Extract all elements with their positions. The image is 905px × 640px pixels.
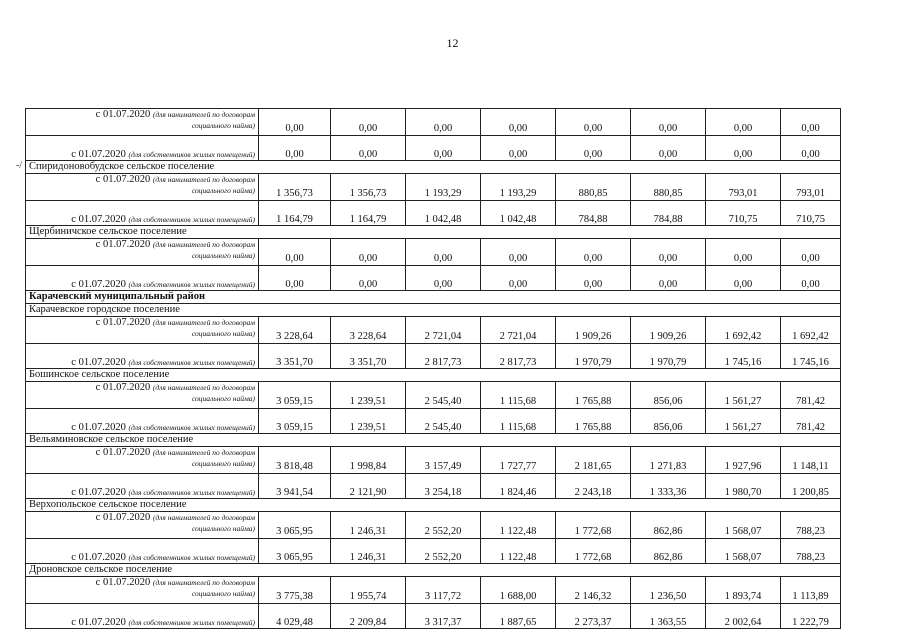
table-cell: 1 772,68: [556, 539, 631, 564]
owners-row: [26, 539, 841, 564]
date-prefix: с 01.07.2020: [71, 357, 126, 368]
owners-label: [26, 136, 259, 161]
table-cell: 781,42: [781, 382, 841, 409]
table-body: [26, 109, 841, 629]
table-cell: 0,00: [781, 109, 841, 136]
settlement-row: [26, 304, 841, 317]
date-prefix: с 01.07.2020: [95, 577, 151, 588]
tenants-label: [26, 382, 259, 409]
table-cell: 0,00: [481, 266, 556, 291]
table-cell: 1 271,83: [631, 447, 706, 474]
date-prefix: с 01.07.2020: [71, 617, 126, 628]
owners-row: [26, 136, 841, 161]
table-cell: 1 688,00: [481, 577, 556, 604]
table-cell: 1 122,48: [481, 512, 556, 539]
owners-label: [26, 474, 259, 499]
table-cell: 880,85: [631, 174, 706, 201]
table-cell: 0,00: [556, 239, 631, 266]
table-cell: 1 164,79: [259, 201, 331, 226]
owners-note: (для собственников жилых помещений): [128, 358, 255, 367]
table-cell: 0,00: [259, 109, 331, 136]
table-cell: 3 157,49: [406, 447, 481, 474]
table-cell: 1 887,65: [481, 604, 556, 629]
tenants-note-cont: социального найма): [191, 121, 255, 130]
table-cell: 1 727,77: [481, 447, 556, 474]
tenants-row: [26, 239, 841, 266]
table-cell: 788,23: [781, 539, 841, 564]
table-cell: 2 817,73: [406, 344, 481, 369]
tenants-note-cont: социального найма): [191, 589, 255, 598]
table-cell: 0,00: [556, 136, 631, 161]
table-cell: 1 824,46: [481, 474, 556, 499]
table-cell: 1 745,16: [706, 344, 781, 369]
table-cell: 2 545,40: [406, 382, 481, 409]
table-cell: 0,00: [706, 136, 781, 161]
table-cell: 1 692,42: [781, 317, 841, 344]
table-cell: 1 561,27: [706, 409, 781, 434]
table-cell: 1 113,89: [781, 577, 841, 604]
tenants-label-line-1: [29, 109, 255, 120]
owners-row: [26, 201, 841, 226]
table-cell: 1 980,70: [706, 474, 781, 499]
table-cell: 0,00: [706, 266, 781, 291]
table-cell: 1 164,79: [331, 201, 406, 226]
table-cell: 1 239,51: [331, 382, 406, 409]
tenants-label-line-1: [29, 382, 255, 393]
table-cell: 0,00: [331, 266, 406, 291]
tenants-label: [26, 239, 259, 266]
table-cell: 856,06: [631, 409, 706, 434]
tenants-row: [26, 109, 841, 136]
settlement-name: Щербиничское сельское поселение: [26, 226, 841, 239]
settlement-name: Вельяминовское сельское поселение: [26, 434, 841, 447]
table-cell: 862,86: [631, 512, 706, 539]
date-prefix: с 01.07.2020: [95, 512, 151, 523]
table-cell: 862,86: [631, 539, 706, 564]
table-cell: 0,00: [331, 109, 406, 136]
table-cell: 3 351,70: [259, 344, 331, 369]
table-cell: 3 059,15: [259, 409, 331, 434]
district-name: Карачевский муниципальный район: [26, 291, 841, 304]
tenants-note: (для нанимателей по договорам: [152, 448, 255, 457]
tenants-note: (для нанимателей по договорам: [152, 578, 255, 587]
owners-label: [26, 409, 259, 434]
table-cell: 710,75: [706, 201, 781, 226]
settlement-name: Верхопольское сельское поселение: [26, 499, 841, 512]
table-cell: 784,88: [631, 201, 706, 226]
table-cell: 0,00: [406, 136, 481, 161]
table-cell: 1 042,48: [481, 201, 556, 226]
tenants-label: [26, 512, 259, 539]
date-prefix: с 01.07.2020: [95, 317, 151, 328]
table-cell: 0,00: [259, 136, 331, 161]
owners-note: (для собственников жилых помещений): [128, 280, 255, 289]
date-prefix: с 01.07.2020: [71, 487, 126, 498]
table-cell: 1 246,31: [331, 539, 406, 564]
tenants-note: (для нанимателей по договорам: [152, 513, 255, 522]
table-cell: 1 333,36: [631, 474, 706, 499]
tenants-label-line-1: [29, 174, 255, 185]
tenants-label: [26, 174, 259, 201]
tenants-note-cont: социального найма): [191, 394, 255, 403]
tenants-label: [26, 577, 259, 604]
page-number: 12: [446, 36, 459, 50]
table-cell: 1 239,51: [331, 409, 406, 434]
tenants-row: [26, 577, 841, 604]
owners-note: (для собственников жилых помещений): [128, 150, 255, 159]
settlement-name: Спиридоновобудское сельское поселение: [26, 161, 841, 174]
district-row: [26, 291, 841, 304]
table-cell: 1 236,50: [631, 577, 706, 604]
table-cell: 3 941,54: [259, 474, 331, 499]
table-cell: 3 775,38: [259, 577, 331, 604]
owners-label: [26, 539, 259, 564]
tenants-label-line-1: [29, 577, 255, 588]
table-cell: 1 568,07: [706, 539, 781, 564]
table-cell: 0,00: [406, 239, 481, 266]
owners-note: (для собственников жилых помещений): [128, 618, 255, 627]
table-cell: 856,06: [631, 382, 706, 409]
table-cell: 2 209,84: [331, 604, 406, 629]
table-cell: 0,00: [706, 109, 781, 136]
table-cell: 3 228,64: [331, 317, 406, 344]
table-cell: 0,00: [631, 266, 706, 291]
date-prefix: с 01.07.2020: [95, 382, 151, 393]
table-cell: 1 955,74: [331, 577, 406, 604]
table-cell: 2 552,20: [406, 512, 481, 539]
table-cell: 2 721,04: [481, 317, 556, 344]
table-cell: 2 002,64: [706, 604, 781, 629]
tenants-row: [26, 447, 841, 474]
table-cell: 1 356,73: [331, 174, 406, 201]
tenants-row: [26, 512, 841, 539]
table-cell: 3 351,70: [331, 344, 406, 369]
table-cell: 1 765,88: [556, 409, 631, 434]
table-cell: 3 059,15: [259, 382, 331, 409]
tenants-label: [26, 109, 259, 136]
table-cell: 1 772,68: [556, 512, 631, 539]
table-cell: 781,42: [781, 409, 841, 434]
table-cell: 2 121,90: [331, 474, 406, 499]
date-prefix: с 01.07.2020: [95, 109, 151, 120]
date-prefix: с 01.07.2020: [71, 422, 126, 433]
date-prefix: с 01.07.2020: [95, 239, 151, 250]
tenants-note-cont: социального найма): [191, 524, 255, 533]
owners-note: (для собственников жилых помещений): [128, 488, 255, 497]
table-cell: 2 181,65: [556, 447, 631, 474]
owners-row: [26, 604, 841, 629]
table-cell: 0,00: [481, 109, 556, 136]
table-cell: 1 765,88: [556, 382, 631, 409]
table-cell: 2 146,32: [556, 577, 631, 604]
tenants-note-cont: социального найма): [191, 186, 255, 195]
date-prefix: с 01.07.2020: [71, 214, 126, 225]
table-cell: 1 115,68: [481, 409, 556, 434]
table-cell: 0,00: [481, 239, 556, 266]
table-cell: 1 122,48: [481, 539, 556, 564]
owners-row: [26, 344, 841, 369]
owners-row: [26, 266, 841, 291]
owners-note: (для собственников жилых помещений): [128, 553, 255, 562]
table-cell: 1 893,74: [706, 577, 781, 604]
tenants-label-line-1: [29, 239, 255, 250]
table-cell: 1 568,07: [706, 512, 781, 539]
table-cell: 1 356,73: [259, 174, 331, 201]
table-cell: 1 909,26: [556, 317, 631, 344]
table-cell: 0,00: [259, 266, 331, 291]
tenants-note: (для нанимателей по договорам: [152, 383, 255, 392]
table-cell: 3 065,95: [259, 512, 331, 539]
tenants-note-cont: социального найма): [191, 329, 255, 338]
table-cell: 1 222,79: [781, 604, 841, 629]
table-cell: 793,01: [781, 174, 841, 201]
tenants-label: [26, 317, 259, 344]
table-cell: 1 745,16: [781, 344, 841, 369]
table-cell: 0,00: [781, 266, 841, 291]
tenants-label: [26, 447, 259, 474]
table-cell: 1 200,85: [781, 474, 841, 499]
settlement-row: [26, 564, 841, 577]
settlement-row: [26, 499, 841, 512]
settlement-name: Бошинское сельское поселение: [26, 369, 841, 382]
settlement-name: Дроновское сельское поселение: [26, 564, 841, 577]
tenants-note: (для нанимателей по договорам: [152, 318, 255, 327]
table-cell: 793,01: [706, 174, 781, 201]
table-cell: 2 243,18: [556, 474, 631, 499]
tenants-row: [26, 382, 841, 409]
tenants-note: (для нанимателей по договорам: [152, 240, 255, 249]
table-cell: 3 254,18: [406, 474, 481, 499]
table-cell: 1 246,31: [331, 512, 406, 539]
table-cell: 0,00: [631, 109, 706, 136]
tenants-row: [26, 174, 841, 201]
table-cell: 3 317,37: [406, 604, 481, 629]
table-cell: 2 545,40: [406, 409, 481, 434]
table-cell: 880,85: [556, 174, 631, 201]
table-cell: 0,00: [331, 239, 406, 266]
table-cell: 0,00: [631, 239, 706, 266]
owners-label: [26, 344, 259, 369]
table-cell: 0,00: [331, 136, 406, 161]
table-cell: 2 721,04: [406, 317, 481, 344]
table-cell: 4 029,48: [259, 604, 331, 629]
table-cell: 0,00: [406, 266, 481, 291]
table-cell: 3 117,72: [406, 577, 481, 604]
settlement-row: [26, 226, 841, 239]
date-prefix: с 01.07.2020: [71, 149, 126, 160]
margin-mark: -/: [16, 160, 23, 171]
table-cell: 1 998,84: [331, 447, 406, 474]
table-cell: 1 561,27: [706, 382, 781, 409]
table-cell: 3 818,48: [259, 447, 331, 474]
table-cell: 3 228,64: [259, 317, 331, 344]
owners-label: [26, 266, 259, 291]
table-cell: 1 193,29: [481, 174, 556, 201]
table-cell: 710,75: [781, 201, 841, 226]
date-prefix: с 01.07.2020: [95, 174, 151, 185]
owners-note: (для собственников жилых помещений): [128, 215, 255, 224]
tariff-table: [25, 108, 841, 629]
owners-row: [26, 474, 841, 499]
tenants-row: [26, 317, 841, 344]
table-cell: 1 148,11: [781, 447, 841, 474]
table-cell: 0,00: [556, 109, 631, 136]
table-cell: 1 115,68: [481, 382, 556, 409]
tenants-label-line-1: [29, 317, 255, 328]
table-cell: 1 927,96: [706, 447, 781, 474]
date-prefix: с 01.07.2020: [71, 279, 126, 290]
table-cell: 2 273,37: [556, 604, 631, 629]
table-cell: 788,23: [781, 512, 841, 539]
tenants-note: (для нанимателей по договорам: [152, 175, 255, 184]
table-cell: 2 552,20: [406, 539, 481, 564]
table-cell: 0,00: [481, 136, 556, 161]
tenants-label-line-1: [29, 512, 255, 523]
table-cell: 2 817,73: [481, 344, 556, 369]
table-cell: 1 970,79: [556, 344, 631, 369]
tenants-note-cont: социального найма): [191, 459, 255, 468]
tenants-note: (для нанимателей по договорам: [152, 110, 255, 119]
table-cell: 1 363,55: [631, 604, 706, 629]
table-cell: 0,00: [781, 136, 841, 161]
table-cell: 784,88: [556, 201, 631, 226]
table-cell: 3 065,95: [259, 539, 331, 564]
owners-row: [26, 409, 841, 434]
table-cell: 0,00: [706, 239, 781, 266]
tenants-label-line-1: [29, 447, 255, 458]
table-cell: 1 692,42: [706, 317, 781, 344]
settlement-row: [26, 369, 841, 382]
table-cell: 0,00: [781, 239, 841, 266]
owners-label: [26, 201, 259, 226]
table-cell: 0,00: [259, 239, 331, 266]
table-cell: 0,00: [406, 109, 481, 136]
date-prefix: с 01.07.2020: [71, 552, 126, 563]
owners-label: [26, 604, 259, 629]
settlement-row: [26, 161, 841, 174]
owners-note: (для собственников жилых помещений): [128, 423, 255, 432]
settlement-row: [26, 434, 841, 447]
table-cell: 1 970,79: [631, 344, 706, 369]
tenants-note-cont: социального найма): [191, 251, 255, 260]
table-cell: 1 042,48: [406, 201, 481, 226]
table-cell: 0,00: [631, 136, 706, 161]
table-cell: 1 909,26: [631, 317, 706, 344]
table-cell: 1 193,29: [406, 174, 481, 201]
settlement-name: Карачевское городское поселение: [26, 304, 841, 317]
date-prefix: с 01.07.2020: [95, 447, 151, 458]
table-cell: 0,00: [556, 266, 631, 291]
